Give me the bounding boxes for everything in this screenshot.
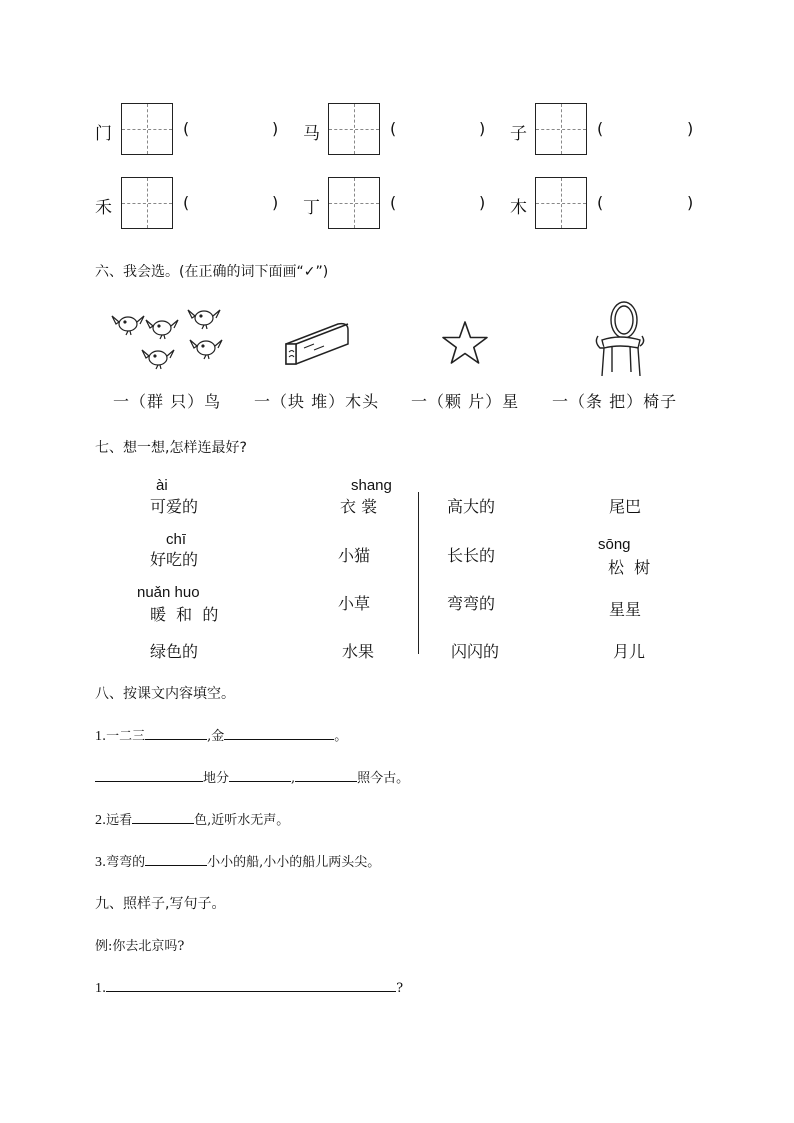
- paren-close: ): [479, 119, 486, 138]
- paren-close: ): [272, 119, 279, 138]
- match-rb-2[interactable]: 松 树: [608, 558, 651, 577]
- match-rb-4[interactable]: 月儿: [613, 642, 646, 661]
- blank[interactable]: [229, 767, 291, 782]
- pinyin-nuanhuo: nuǎn huo: [137, 584, 200, 601]
- paren-open: (: [183, 119, 190, 138]
- chair-illustration: [590, 300, 650, 380]
- birds-illustration: [110, 304, 228, 376]
- paren-open: (: [390, 119, 397, 138]
- char-he: 禾: [95, 198, 112, 218]
- paren-open: (: [183, 193, 190, 212]
- choice-birds[interactable]: 一（群 只）鸟: [113, 392, 222, 411]
- section7-title: 七、想一想,怎样连最好?: [95, 440, 247, 456]
- choice-chair[interactable]: 一（条 把）椅子: [552, 392, 678, 411]
- writing-grid[interactable]: [535, 177, 587, 229]
- char-zi: 子: [510, 124, 527, 144]
- match-mid-1[interactable]: 衣 裳: [340, 497, 378, 516]
- match-left-2[interactable]: 好吃的: [150, 550, 199, 569]
- paren-close: ): [687, 119, 694, 138]
- section6-title: 六、我会选。(在正确的词下面画“✓”): [95, 264, 329, 280]
- match-rb-1[interactable]: 尾巴: [609, 497, 642, 516]
- match-ra-1[interactable]: 高大的: [447, 497, 496, 516]
- writing-grid[interactable]: [535, 103, 587, 155]
- match-ra-3[interactable]: 弯弯的: [447, 594, 496, 613]
- writing-grid[interactable]: [121, 103, 173, 155]
- blank[interactable]: [145, 725, 207, 740]
- match-left-1[interactable]: 可爱的: [150, 497, 199, 516]
- paren-close: ): [479, 193, 486, 212]
- blank[interactable]: [132, 809, 194, 824]
- pinyin-chi: chī: [166, 531, 187, 548]
- writing-grid[interactable]: [328, 177, 380, 229]
- fill-line-2: 地分 , 照今古。: [95, 767, 409, 786]
- section9-title: 九、照样子,写句子。: [95, 896, 226, 912]
- writing-grid[interactable]: [121, 177, 173, 229]
- blank[interactable]: [106, 977, 396, 992]
- writing-grid[interactable]: [328, 103, 380, 155]
- match-mid-4[interactable]: 水果: [342, 642, 375, 661]
- example-sentence: 例:你去北京吗?: [95, 939, 185, 954]
- match-left-4[interactable]: 绿色的: [150, 642, 199, 661]
- blank[interactable]: [295, 767, 357, 782]
- match-ra-4[interactable]: 闪闪的: [451, 642, 500, 661]
- blank[interactable]: [145, 851, 207, 866]
- blank[interactable]: [95, 767, 203, 782]
- paren-open: (: [390, 193, 397, 212]
- match-left-3[interactable]: 暖 和 的: [150, 605, 219, 624]
- char-ding: 丁: [303, 198, 320, 218]
- paren-close: ): [687, 193, 694, 212]
- match-rb-3[interactable]: 星星: [609, 600, 642, 619]
- choice-star[interactable]: 一（颗 片）星: [411, 392, 520, 411]
- pinyin-ai: ài: [156, 477, 168, 494]
- paren-open: (: [597, 119, 604, 138]
- char-men: 门: [95, 124, 112, 144]
- match-ra-2[interactable]: 长长的: [447, 546, 496, 565]
- choice-wood[interactable]: 一（块 堆）木头: [254, 392, 380, 411]
- fill-line-4: 3.弯弯的 小小的船,小小的船儿两头尖。: [95, 851, 380, 871]
- paren-close: ): [272, 193, 279, 212]
- match-mid-3[interactable]: 小草: [338, 594, 371, 613]
- pinyin-shang: shang: [351, 477, 392, 494]
- divider-line: [418, 492, 419, 654]
- char-ma: 马: [303, 124, 320, 144]
- section8-title: 八、按课文内容填空。: [95, 686, 235, 702]
- paren-open: (: [597, 193, 604, 212]
- match-mid-2[interactable]: 小猫: [338, 546, 371, 565]
- pinyin-song: sōng: [598, 536, 631, 553]
- char-mu: 木: [510, 198, 527, 218]
- answer-line-1: 1. ?: [95, 977, 403, 997]
- blank[interactable]: [224, 725, 334, 740]
- fill-line-1: 1.一二三 ,金 。: [95, 725, 347, 745]
- star-illustration: [441, 320, 489, 366]
- fill-line-3: 2.远看 色,近听水无声。: [95, 809, 289, 829]
- log-illustration: [282, 318, 352, 368]
